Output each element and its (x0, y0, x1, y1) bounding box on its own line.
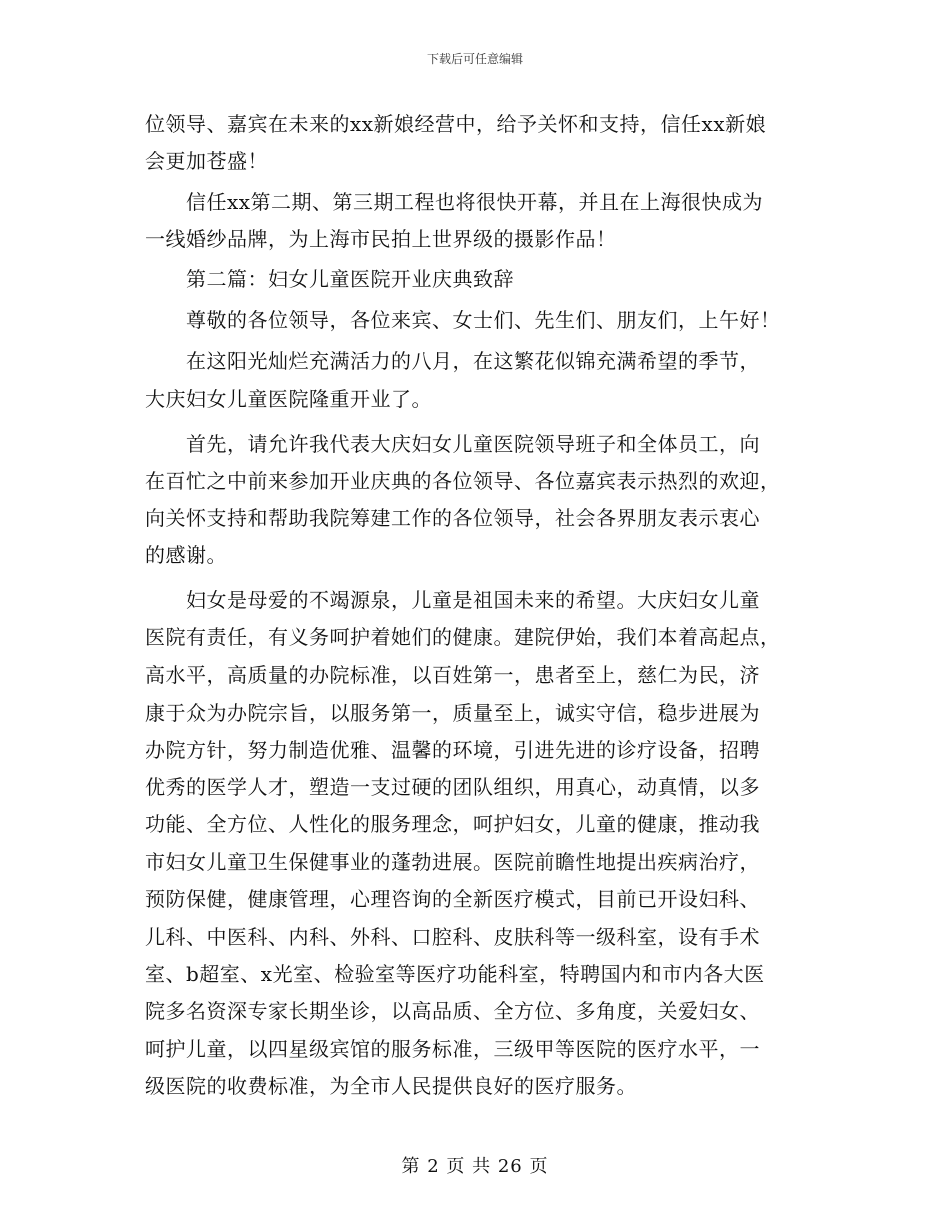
text-line: 办院方针，努力制造优雅、温馨的环境，引进先进的诊疗设备，招聘 (145, 738, 760, 762)
text-line: 大庆妇女儿童医院隆重开业了。 (145, 387, 432, 411)
text-line: 预防保健，健康管理，心理咨询的全新医疗模式，目前已开设妇科、 (145, 887, 760, 911)
text-line: 呵护儿童，以四星级宾馆的服务标准，三级甲等医院的医疗水平，一 (145, 1037, 760, 1061)
text-line: 向关怀支持和帮助我院筹建工作的各位领导，社会各界朋友表示衷心 (145, 506, 760, 530)
text-line: 首先，请允许我代表大庆妇女儿童医院领导班子和全体员工，向 (145, 432, 760, 456)
text-line: 康于众为办院宗旨，以服务第一，质量至上，诚实守信，稳步进展为 (145, 701, 760, 725)
text-line: 市妇女儿童卫生保健事业的蓬勃进展。医院前瞻性地提出疾病治疗， (145, 850, 760, 874)
section-heading: 第二篇：妇女儿童医院开业庆典致辞 (145, 267, 514, 291)
text-line: 尊敬的各位领导，各位来宾、女士们、先生们、朋友们，上午好！ (145, 308, 781, 332)
text-line: 高水平，高质量的办院标准，以百姓第一，患者至上，慈仁为民，济 (145, 663, 760, 687)
text-line: 妇女是母爱的不竭源泉，儿童是祖国未来的希望。大庆妇女儿童 (145, 588, 760, 612)
page-number: 第 2 页 共 26 页 (401, 1156, 549, 1177)
text-line: 优秀的医学人才，塑造一支过硬的团队组织，用真心，动真情，以多 (145, 775, 760, 799)
text-line: 的感谢。 (145, 543, 227, 567)
text-line: 级医院的收费标准，为全市人民提供良好的医疗服务。 (145, 1074, 637, 1098)
text-line: 信任xx第二期、第三期工程也将很快开幕，并且在上海很快成为 (145, 190, 764, 214)
text-line: 在这阳光灿烂充满活力的八月，在这繁花似锦充满希望的季节， (145, 349, 760, 373)
text-line: 在百忙之中前来参加开业庆典的各位领导、各位嘉宾表示热烈的欢迎， (145, 469, 781, 493)
text-line: 室、b超室、x光室、检验室等医疗功能科室，特聘国内和市内各大医 (145, 962, 765, 986)
text-line: 一线婚纱品牌，为上海市民拍上世界级的摄影作品！ (145, 227, 617, 251)
text-line: 儿科、中医科、内科、外科、口腔科、皮肤科等一级科室，设有手术 (145, 925, 760, 949)
text-line: 功能、全方位、人性化的服务理念，呵护妇女，儿童的健康，推动我 (145, 812, 760, 836)
text-line: 位领导、嘉宾在未来的xx新娘经营中，给予关怀和支持，信任xx新娘 (145, 112, 767, 136)
page-header: 下载后可任意编辑 (426, 52, 523, 66)
text-line: 会更加苍盛！ (145, 149, 268, 173)
text-line: 医院有责任，有义务呵护着她们的健康。建院伊始，我们本着高起点， (145, 625, 781, 649)
text-line: 院多名资深专家长期坐诊，以高品质、全方位、多角度，关爱妇女、 (145, 999, 760, 1023)
